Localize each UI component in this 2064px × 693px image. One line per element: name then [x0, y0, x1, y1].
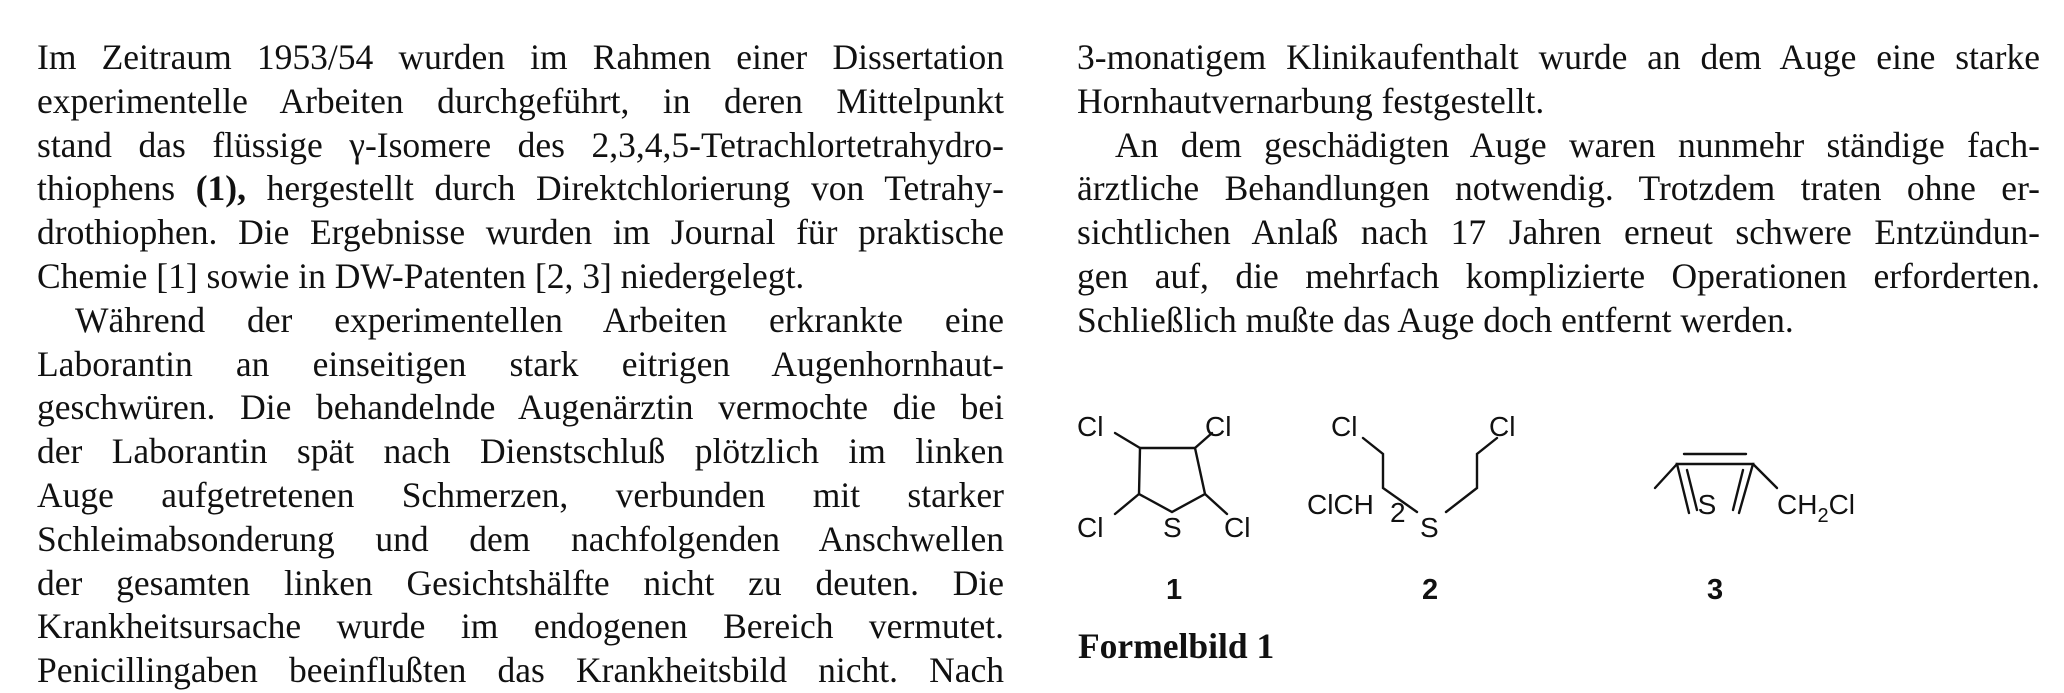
bond — [1446, 438, 1497, 512]
text-line: Laborantin an einseitigen stark eitrigen Augenhornhaut- — [37, 343, 1004, 384]
paragraph-2 — [37, 299, 1004, 693]
bond — [1115, 433, 1140, 448]
right-column — [1077, 36, 2040, 343]
text-line: Hornhautvernarbung festgestellt. — [1077, 80, 1545, 121]
bond — [1115, 494, 1139, 514]
bond — [1205, 494, 1227, 514]
chloromethyl-group-left: ClCH — [1307, 489, 1374, 520]
sulfur-label: S — [1420, 512, 1439, 543]
text-line: Schleimabsonderung und dem nachfolgenden Anschwellen — [37, 518, 1004, 559]
text-line: Chemie [1] sowie in DW-Patenten [2, 3] niedergelegt. — [37, 255, 805, 296]
text-line: geschwüren. Die behandelnde Augenärztin vermochte die bei — [37, 387, 1004, 428]
chloromethyl-group-right — [1777, 489, 1855, 527]
compound-reference: (1), — [195, 168, 246, 209]
text-line: der gesamten linken Gesichtshälfte nicht zu deuten. Die — [37, 562, 1004, 603]
text-line: drothiophen. Die Ergebnisse wurden im Journal für praktische — [37, 212, 1004, 253]
structural-formulas — [1077, 400, 2040, 620]
left-column — [37, 36, 1004, 693]
text-line: An dem geschädigten Auge waren nunmehr ständige fach- — [1115, 124, 2040, 165]
text-line: gen auf, die mehrfach komplizierte Operationen erforderten. — [1077, 255, 2040, 296]
figure-caption: Formelbild 1 — [1078, 626, 1275, 666]
text-line: 3-monatigem Klinikaufenthalt wurde an dem Auge eine starke — [1077, 37, 2040, 77]
sulfur-label: S — [1697, 489, 1717, 520]
sulfur-label: S — [1163, 512, 1182, 543]
chlorine-label: Cl — [1828, 489, 1856, 520]
text-line: Auge aufgetretenen Schmerzen, verbunden mit starker — [37, 474, 1004, 515]
methylene-label: CH — [1777, 489, 1818, 520]
chlorine-label: Cl — [1331, 411, 1358, 442]
compound-1-structure — [1077, 411, 1250, 606]
text-line: Schließlich mußte das Auge doch entfernt werden. — [1077, 299, 1794, 340]
methylene-subscript: 2 — [1817, 505, 1829, 527]
paragraph-1 — [37, 36, 1004, 299]
bond — [1687, 470, 1697, 510]
text-line: der Laborantin spät nach Dienstschluß plötzlich im linken — [37, 431, 1004, 472]
chlorine-label: Cl — [1224, 512, 1251, 543]
text-fragment: hergestellt durch Direktchlorierung von Tetrahy- — [246, 168, 1004, 209]
bond — [1139, 448, 1205, 512]
compound-number: 1 — [1166, 574, 1183, 606]
text-line: sichtlichen Anlaß nach 17 Jahren erneut schwere Entzündun- — [1077, 212, 2040, 253]
text-fragment: thiophens — [37, 168, 196, 209]
paragraph-4 — [1077, 124, 2040, 343]
text-line: stand das flüssige γ-Isomere des 2,3,4,5-Tetrachlortetrahydro- — [37, 124, 1004, 165]
chlorine-label: Cl — [1077, 411, 1104, 442]
text-line: Penicillingaben beeinflußten das Krankheitsbild nicht. Nach — [37, 650, 1004, 691]
substituent-label — [1698, 489, 1717, 520]
compound-number: 2 — [1422, 574, 1439, 606]
text-line: Im Zeitraum 1953/54 wurden im Rahmen einer Dissertation — [37, 37, 1004, 77]
text-line: Krankheitsursache wurde im endogenen Bereich vermutet. — [37, 606, 1004, 647]
text-line: Während der experimentellen Arbeiten erkrankte eine — [75, 299, 1004, 340]
chlorine-label: Cl — [1489, 411, 1516, 442]
text-line — [37, 167, 1004, 211]
text-line: ärztliche Behandlungen notwendig. Trotzdem traten ohne er- — [1077, 168, 2040, 209]
compound-number: 3 — [1707, 574, 1724, 606]
paragraph-3 — [1077, 36, 2040, 124]
bond — [1753, 464, 1777, 488]
chlorine-label: Cl — [1205, 411, 1232, 442]
text-line: experimentelle Arbeiten durchgeführt, in deren Mittelpunkt — [37, 80, 1004, 121]
bond — [1655, 464, 1677, 488]
substituent-label — [1307, 489, 1374, 520]
chloromethyl-left-subscript: 2 — [1390, 497, 1406, 528]
compound-3-structure — [1307, 454, 1855, 606]
chlorine-label: Cl — [1077, 512, 1104, 543]
